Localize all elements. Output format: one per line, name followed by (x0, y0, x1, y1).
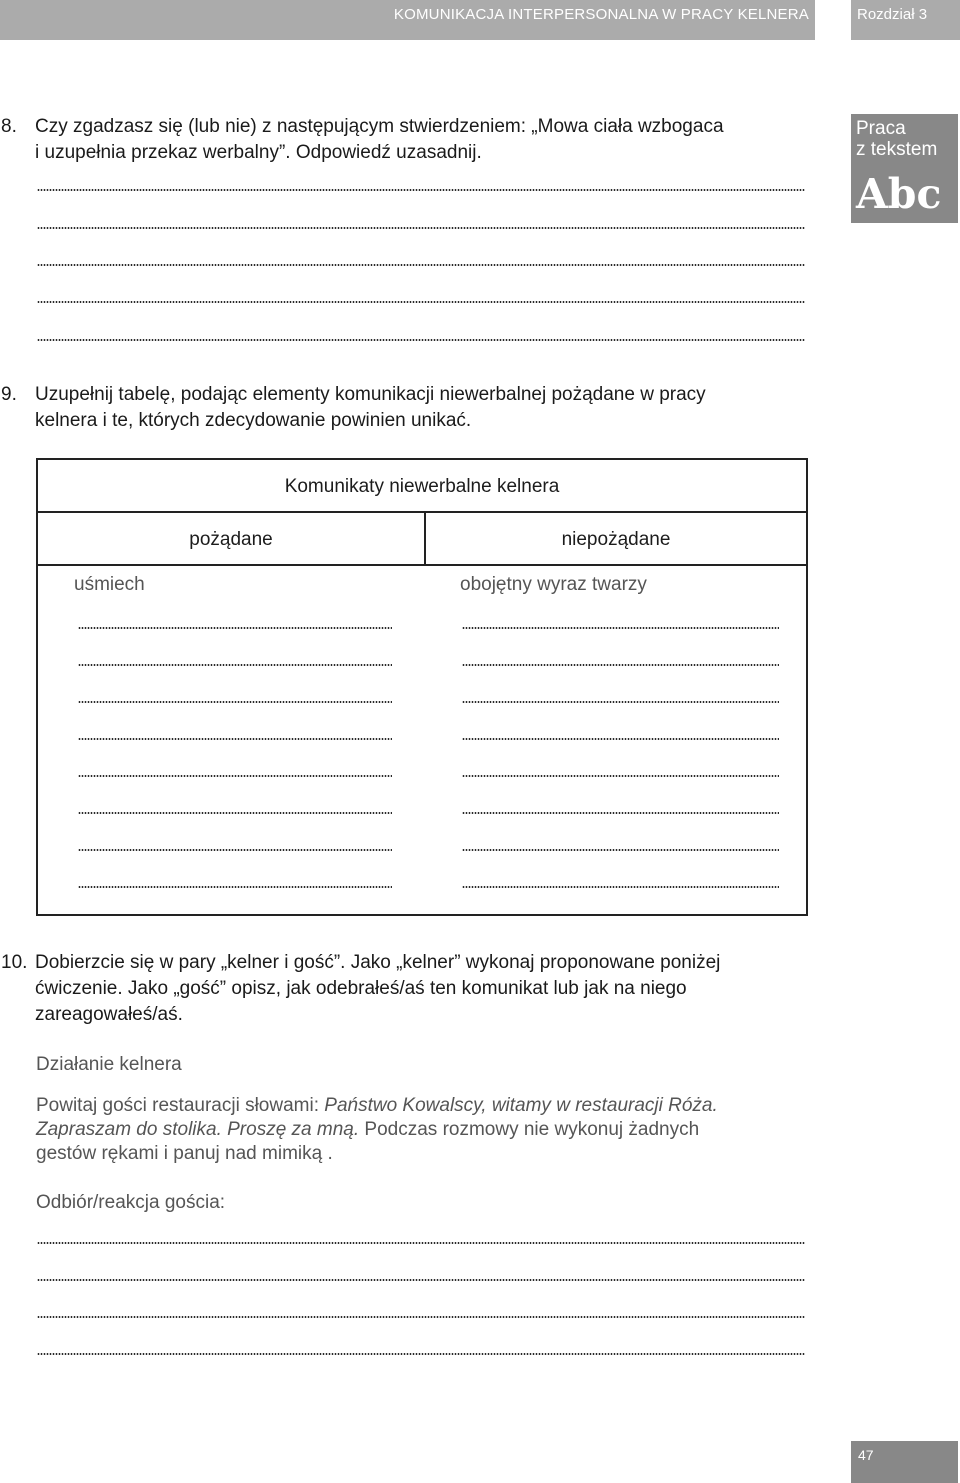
undesired-answer-line[interactable] (462, 812, 779, 814)
desired-answer-line[interactable] (78, 886, 392, 888)
desired-example: uśmiech (74, 574, 145, 595)
question-9-number: 9. (1, 384, 17, 405)
question-9-line-1: Uzupełnij tabelę, podając elementy komunikacji niewerbalnej pożądane w pracy (35, 384, 706, 405)
undesired-answer-line[interactable] (462, 664, 779, 666)
desired-answer-line[interactable] (78, 812, 392, 814)
action-line-2-italic: Zapraszam do stolika. Proszę za mną. (36, 1119, 360, 1140)
reaction-answer-line[interactable] (37, 1353, 805, 1355)
answer-line[interactable] (37, 301, 805, 303)
reaction-heading: Odbiór/reakcja gościa: (36, 1192, 226, 1213)
page-number (851, 1441, 958, 1483)
undesired-answer-line[interactable] (462, 738, 779, 740)
action-heading: Działanie kelnera (36, 1054, 182, 1075)
table-title: Komunikaty niewerbalne kelnera (284, 476, 560, 497)
badge-line-1: Praca (856, 118, 906, 139)
nonverbal-table (36, 458, 808, 916)
question-8-number: 8. (1, 116, 17, 137)
question-10-number: 10. (1, 952, 28, 973)
desired-answer-line[interactable] (78, 627, 392, 629)
question-10-line-3: zareagowałeś/aś. (35, 1004, 183, 1025)
abc-logo: Abc (856, 170, 942, 218)
desired-answer-line[interactable] (78, 738, 392, 740)
question-9 (0, 382, 820, 442)
answer-line[interactable] (37, 227, 805, 229)
desired-answer-line[interactable] (78, 664, 392, 666)
undesired-answer-line[interactable] (462, 627, 779, 629)
reaction-answer-line[interactable] (37, 1279, 805, 1281)
question-8-line-1: Czy zgadzasz się (lub nie) z następującym stwierdzeniem: „Mowa ciała wzbogaca (35, 116, 724, 137)
undesired-answer-line[interactable] (462, 701, 779, 703)
undesired-example: obojętny wyraz twarzy (460, 574, 647, 595)
action-line-1 (36, 1093, 718, 1118)
answer-line[interactable] (37, 189, 805, 191)
undesired-answer-line[interactable] (462, 849, 779, 851)
desired-answer-line[interactable] (78, 775, 392, 777)
reaction-answer-line[interactable] (37, 1242, 805, 1244)
chapter-label (851, 0, 960, 40)
undesired-answer-line[interactable] (462, 775, 779, 777)
reaction-answer-line[interactable] (37, 1316, 805, 1318)
column-header-desired: pożądane (189, 529, 273, 550)
action-line-2 (36, 1117, 699, 1142)
question-10-line-2: ćwiczenie. Jako „gość” opisz, jak odebrałeś/aś ten komunikat lub jak na niego (35, 978, 687, 999)
work-with-text-badge (851, 114, 958, 223)
undesired-answer-line[interactable] (462, 886, 779, 888)
answer-line[interactable] (37, 264, 805, 266)
desired-answer-line[interactable] (78, 701, 392, 703)
badge-line-2: z tekstem (856, 139, 938, 160)
action-line-2-plain: Podczas rozmowy nie wykonuj żadnych (359, 1119, 700, 1140)
answer-line[interactable] (37, 339, 805, 341)
question-10 (0, 950, 820, 1030)
table-divider (38, 564, 806, 566)
chapter-text: Rozdział 3 (857, 6, 928, 23)
running-header-title (0, 0, 815, 40)
desired-answer-line[interactable] (78, 849, 392, 851)
page-number-text: 47 (858, 1447, 874, 1463)
question-9-line-2: kelnera i te, których zdecydowanie powinien unikać. (35, 410, 472, 431)
header-title-text: KOMUNIKACJA INTERPERSONALNA W PRACY KELNERA (393, 6, 809, 23)
question-8-line-2: i uzupełnia przekaz werbalny”. Odpowiedź uzasadnij. (35, 142, 482, 163)
action-line-3: gestów rękami i panuj nad mimiką . (36, 1143, 333, 1164)
question-8 (0, 114, 820, 174)
action-line-1-plain: Powitaj gości restauracji słowami: (36, 1095, 325, 1116)
column-header-undesired: niepożądane (561, 529, 671, 550)
action-line-1-italic: Państwo Kowalscy, witamy w restauracji Róża. (324, 1095, 718, 1116)
question-10-line-1: Dobierzcie się w pary „kelner i gość”. Jako „kelner” wykonaj proponowane poniżej (35, 952, 721, 973)
